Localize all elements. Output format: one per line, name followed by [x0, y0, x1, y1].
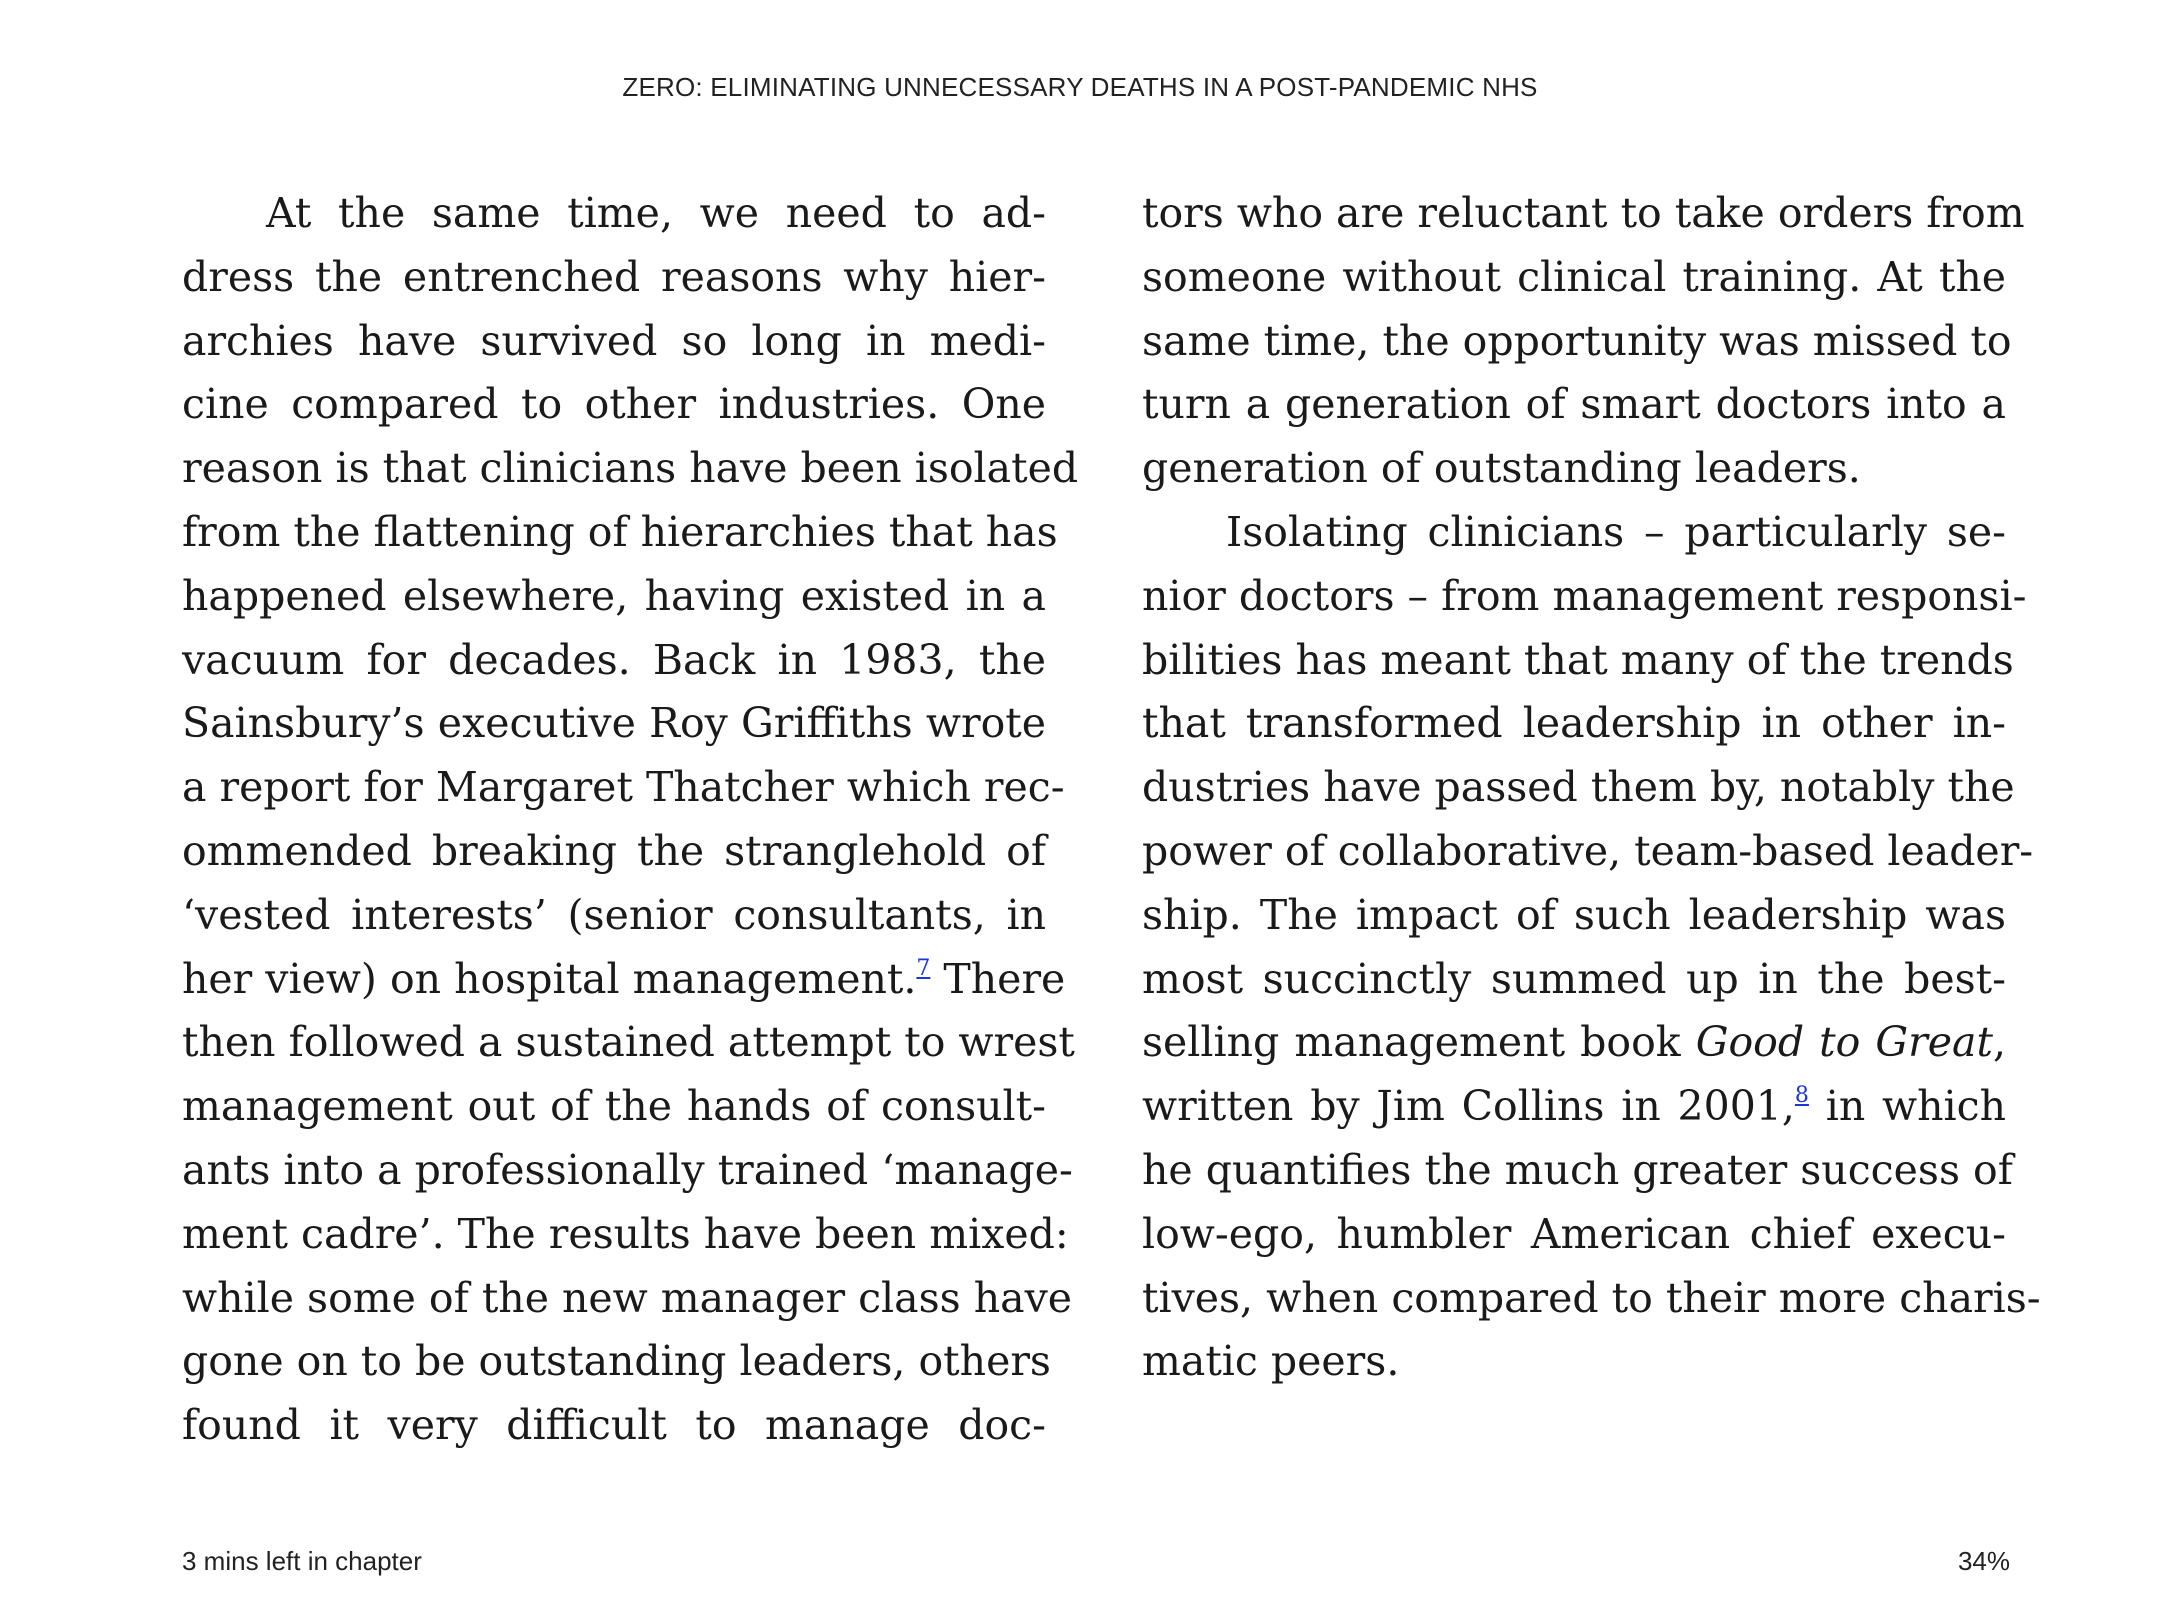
paragraph-line: from the flattening of hierarchies that has	[182, 507, 1058, 556]
reading-progress: 34%	[1957, 1546, 2010, 1576]
paragraph-line: gone on to be outstanding leaders, others	[182, 1337, 1051, 1386]
line-text: her view) on hospital management.	[182, 954, 917, 1003]
paragraph-line: ommended breaking the stranglehold of	[182, 826, 1046, 875]
paragraph-line-with-footnote	[1142, 1075, 2006, 1139]
running-header: ZERO: ELIMINATING UNNECESSARY DEATHS IN A POST-PANDEMIC NHS	[622, 72, 1538, 102]
paragraph-line: ants into a professionally trained ‘manage-	[182, 1145, 1073, 1194]
paragraph-line: found it very difficult to manage doc-	[182, 1401, 1046, 1450]
paragraph-line: happened elsewhere, having existed in a	[182, 571, 1046, 620]
paragraph-line: he quantifies the much greater success of	[1142, 1145, 2013, 1194]
paragraph-line: that transformed leadership in other in-	[1142, 699, 2006, 748]
paragraph-line: someone without clinical training. At the	[1142, 252, 2006, 301]
paragraph-line: ment cadre’. The results have been mixed:	[182, 1209, 1069, 1258]
paragraph-line: Isolating clinicians – particularly se-	[1226, 507, 2006, 556]
paragraph-line: most succinctly summed up in the best-	[1142, 954, 2006, 1003]
line-text: ,	[1992, 1018, 2006, 1067]
book-title: Good to Great	[1695, 1018, 1993, 1067]
paragraph-line: generation of outstanding leaders.	[1142, 444, 1861, 493]
paragraph-line: At the same time, we need to ad-	[266, 189, 1046, 237]
paragraph-line: a report for Margaret Thatcher which rec-	[182, 763, 1065, 812]
paragraph-line: Sainsbury’s executive Roy Griffiths wrote	[182, 699, 1046, 748]
paragraph-line: low-ego, humbler American chief execu-	[1142, 1209, 2006, 1258]
text-column-right	[1142, 182, 2041, 1394]
paragraph-line: power of collaborative, team-based leader-	[1142, 826, 2034, 875]
paragraph-line: ‘vested interests’ (senior consultants, in	[182, 890, 1046, 939]
paragraph-line: cine compared to other industries. One	[182, 380, 1046, 429]
paragraph-line: while some of the new manager class have	[182, 1273, 1073, 1322]
paragraph-line: vacuum for decades. Back in 1983, the	[182, 635, 1046, 684]
paragraph-line: management out of the hands of consult-	[182, 1082, 1046, 1131]
line-text: written by Jim Collins in 2001,	[1142, 1082, 1795, 1131]
paragraph-line: tives, when compared to their more charis-	[1142, 1273, 2041, 1322]
paragraph-line: nior doctors – from management responsi-	[1142, 571, 2027, 620]
paragraph-line-with-italic	[1142, 1011, 2006, 1075]
paragraph-line: then followed a sustained attempt to wrest	[182, 1018, 1075, 1067]
paragraph-line: dress the entrenched reasons why hier-	[182, 252, 1046, 301]
line-text: selling management book	[1142, 1018, 1696, 1067]
paragraph-line: tors who are reluctant to take orders from	[1142, 189, 2025, 237]
paragraph-line: bilities has meant that many of the trends	[1142, 635, 2014, 684]
paragraph-line: ship. The impact of such leadership was	[1142, 890, 2006, 939]
paragraph-line: reason is that clinicians have been isolated	[182, 444, 1079, 493]
paragraph-line: same time, the opportunity was missed to	[1142, 316, 2012, 365]
paragraph-line: dustries have passed them by, notably the	[1142, 763, 2015, 812]
paragraph-line: archies have survived so long in medi-	[182, 316, 1046, 365]
footnote-link-7[interactable]: 7	[916, 955, 931, 981]
footnote-link-8[interactable]: 8	[1794, 1083, 1809, 1109]
line-text: There	[930, 954, 1066, 1003]
text-column-left	[182, 182, 1079, 1458]
line-text: in which	[1808, 1082, 2006, 1131]
paragraph-line-with-footnote	[182, 948, 1066, 1012]
paragraph-line: turn a generation of smart doctors into a	[1142, 380, 2006, 429]
chapter-time-remaining: 3 mins left in chapter	[182, 1546, 422, 1576]
paragraph-line: matic peers.	[1142, 1337, 1400, 1386]
